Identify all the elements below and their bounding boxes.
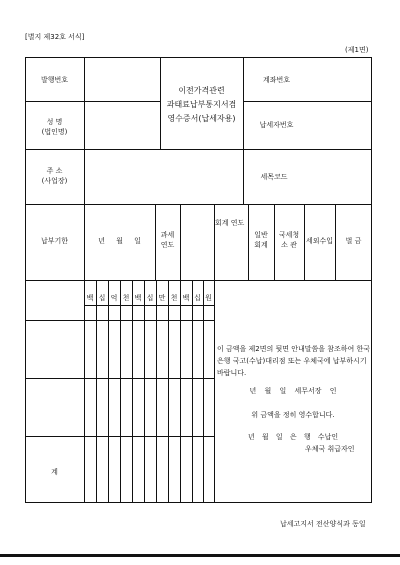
- payment-notice: 이 금액을 제2면의 뒷면 안내말씀을 참조하여 한국은행 국고(수납)대리점 또는 우체국에 납부하시기 바랍니다.: [217, 345, 371, 377]
- address-label: 주 소: [46, 167, 63, 175]
- row-divider: [243, 101, 372, 102]
- digit-divider: [120, 280, 121, 503]
- name-label: 성 명: [46, 118, 63, 126]
- digit-header: 억: [110, 294, 118, 302]
- digit-header: 십: [98, 294, 106, 302]
- digit-divider: [132, 280, 133, 503]
- digit-divider: [168, 280, 169, 503]
- tax-office-signature: 년 월 일 세무서장 인: [249, 387, 337, 395]
- digit-divider: [108, 280, 109, 503]
- form-number: [별지 제32호 서식]: [25, 33, 85, 41]
- digit-divider: [192, 280, 193, 503]
- taxpayer-number-label: 납세자번호: [259, 121, 294, 129]
- digit-divider: [203, 280, 204, 503]
- tax-year-label-1: 과세: [160, 231, 175, 239]
- post-office-signature: 우체국 취급자인: [305, 445, 355, 453]
- tax-item-code-label: 세목코드: [260, 173, 288, 181]
- digit-divider: [180, 280, 181, 503]
- ymd-label: 년 월 일: [98, 237, 141, 245]
- address-sub-label: (사업장): [41, 177, 68, 185]
- name-sub-label: (법인명): [41, 128, 68, 136]
- digit-header: 천: [170, 294, 178, 302]
- col-divider: [243, 57, 244, 149]
- revenue-label: 세외수입: [305, 237, 334, 245]
- receipt-statement: 위 금액을 정히 영수합니다.: [251, 411, 335, 419]
- row-divider: [25, 204, 372, 205]
- digit-header: 십: [146, 294, 154, 302]
- form-title-line2: 과태료납부통지서겸: [166, 100, 237, 109]
- general-account-label-1: 일반: [254, 231, 268, 239]
- page-label: (제1면): [345, 46, 369, 54]
- digit-header: 원: [205, 294, 212, 302]
- general-account-label-2: 회계: [254, 241, 268, 249]
- due-date-label: 납부기한: [40, 237, 69, 245]
- digit-divider: [144, 280, 145, 503]
- account-number-label: 계좌번호: [262, 76, 291, 84]
- national-tax-label-1: 국세청: [278, 231, 300, 239]
- row-divider: [25, 101, 160, 102]
- amount-label: 벌 금: [345, 237, 362, 245]
- row-divider: [25, 149, 372, 150]
- digit-divider: [156, 280, 157, 503]
- digit-header: 백: [182, 294, 190, 302]
- bank-receipt-signature: 년 월 일 은 행 수납인: [247, 433, 339, 441]
- bottom-bar: [0, 554, 400, 557]
- tax-year-label-2: 연도: [160, 241, 175, 249]
- col-divider: [214, 204, 215, 503]
- form-title-line3: 영수증서(납세자용): [167, 114, 236, 123]
- digit-header: 백: [86, 294, 94, 302]
- fiscal-year-label: 회계 연도: [215, 219, 245, 227]
- total-label: 계: [51, 468, 58, 476]
- digit-header: 만: [158, 294, 166, 302]
- form-title-line1: 이전가격관련: [178, 86, 225, 95]
- digit-divider: [96, 280, 97, 503]
- digit-header: 천: [122, 294, 130, 302]
- digit-header: 백: [134, 294, 142, 302]
- digit-header: 십: [194, 294, 201, 302]
- footer-note: 납세고지서 전산양식과 동일: [280, 520, 366, 528]
- col-divider: [180, 204, 181, 280]
- col-divider: [84, 57, 85, 503]
- row-divider: [25, 280, 372, 281]
- national-tax-label-2: 소 관: [281, 241, 297, 249]
- row-divider: [84, 305, 214, 306]
- issue-number-label: 발행번호: [40, 76, 69, 84]
